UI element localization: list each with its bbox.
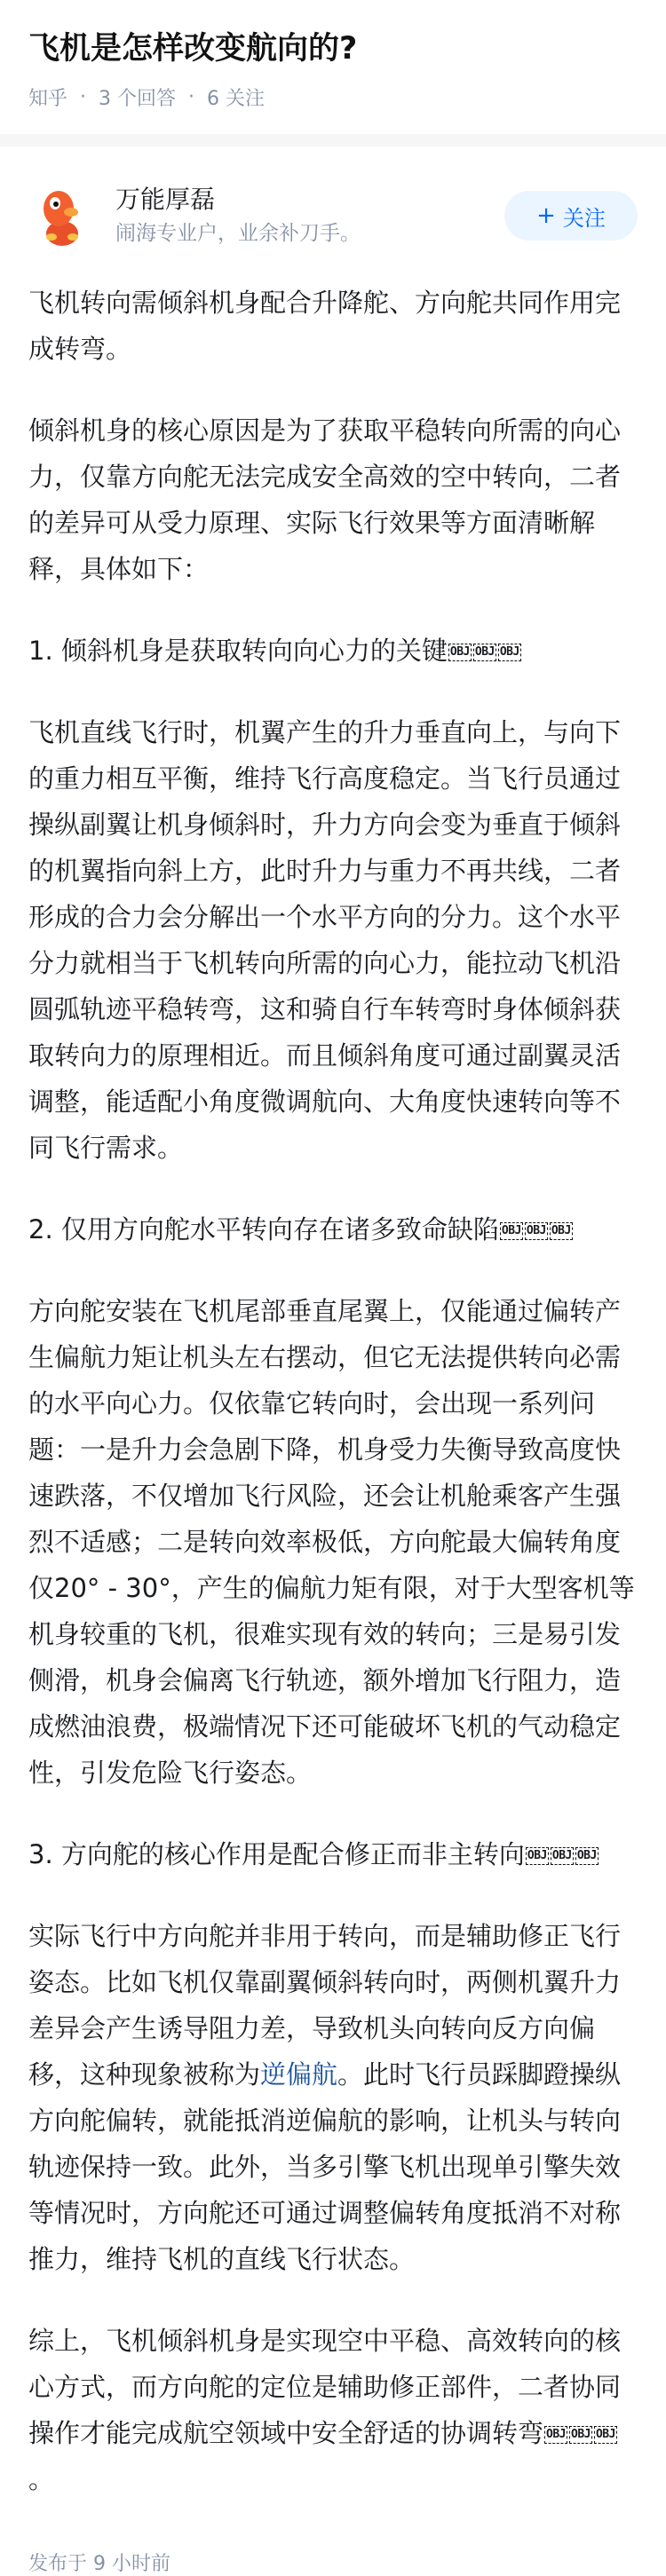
plus-icon: + bbox=[536, 202, 556, 229]
meta-separator: · bbox=[80, 86, 87, 108]
paragraph bbox=[28, 2318, 638, 2502]
question-title[interactable]: 飞机是怎样改变航向的? bbox=[28, 31, 358, 67]
section-heading bbox=[28, 1831, 638, 1877]
object-placeholder: OBJ bbox=[498, 644, 521, 661]
question-header bbox=[0, 0, 666, 111]
answer-content bbox=[0, 260, 666, 2502]
object-placeholder: OBJ bbox=[544, 2426, 567, 2444]
paragraph-text: 综上，飞机倾斜机身是实现空中平稳、高效转向的核心方式，而方向舵的定位是辅助修正部件，二者协同操作才能完成航空领域中安全舒适的协调转弯 bbox=[28, 2326, 622, 2448]
object-placeholder: OBJ bbox=[551, 1847, 574, 1865]
author-card bbox=[0, 146, 666, 260]
object-placeholder: OBJ bbox=[575, 1847, 599, 1865]
object-placeholder: OBJ bbox=[448, 644, 472, 661]
paragraph bbox=[28, 1913, 638, 2282]
question-meta bbox=[28, 83, 638, 111]
object-placeholder: OBJ bbox=[500, 1222, 523, 1240]
section-heading bbox=[28, 1206, 638, 1252]
section-divider bbox=[0, 134, 666, 146]
object-placeholder: OBJ bbox=[550, 1222, 573, 1240]
publish-time: 发布于 9 小时前 bbox=[28, 2553, 170, 2575]
object-placeholder: OBJ bbox=[569, 2426, 592, 2444]
follow-label: 关注 bbox=[562, 205, 606, 231]
paragraph: 方向舵安装在飞机尾部垂直尾翼上，仅能通过偏转产生偏航力矩让机头左右摆动，但它无法提供转向必需的水平向心力。仅依靠它转向时，会出现一系列问题：一是升力会急剧下降，机身受力失衡导致高度快速跌落，不仅增加飞行风险，还会让机舱乘客产生强烈不适感；二是转向效率极低，方向舵最大偏转角度仅20° - 30°，产生的偏航力矩有限，对于大型客机等机身较重的飞机，很难实现有效的转向；三是易引发侧滑，机身会偏离飞行轨迹，额外增加飞行阻力，造成燃油浪费，极端情况下还可能破坏飞机的气动稳定性，引发危险飞行姿态。 bbox=[28, 1296, 635, 1788]
author-bio: 闹海专业户，业余补刀手。 bbox=[115, 222, 361, 245]
paragraph: 飞机转向需倾斜机身配合升降舵、方向舵共同作用完成转弯。 bbox=[28, 288, 622, 364]
paragraph: 倾斜机身的核心原因是为了获取平稳转向所需的向心力，仅靠方向舵无法完成安全高效的空中转向，二者的差异可从受力原理、实际飞行效果等方面清晰解释，具体如下： bbox=[28, 415, 622, 584]
author-name[interactable]: 万能厚磊 bbox=[115, 185, 216, 214]
source-label[interactable]: 知乎 bbox=[28, 88, 68, 110]
answer-count[interactable]: 3 个回答 bbox=[99, 88, 177, 110]
meta-separator: · bbox=[188, 86, 195, 108]
heading-text: 2. 仅用方向舵水平转向存在诸多致命缺陷 bbox=[28, 1214, 499, 1245]
paragraph-text: 实际飞行中方向舵并非用于转向，而是辅助修正飞行姿态。比如飞机仅靠副翼倾斜转向时，两侧机翼升力差异会产生诱导阻力差，导致机头向转向反方向偏移，这种现象被称为 bbox=[28, 1921, 622, 2090]
follower-count[interactable]: 6 关注 bbox=[207, 88, 266, 110]
paragraph: 飞机直线飞行时，机翼产生的升力垂直向上，与向下的重力相互平衡，维持飞行高度稳定。当飞行员通过操纵副翼让机身倾斜时，升力方向会变为垂直于倾斜的机翼指向斜上方，此时升力与重力不再共线，二者形成的合力会分解出一个水平方向的分力。这个水平分力就相当于飞机转向所需的向心力，能拉动飞机沿圆弧轨迹平稳转弯，这和骑自行车转弯时身体倾斜获取转向力的原理相近。而且倾斜角度可通过副翼灵活调整，能适配小角度微调航向、大角度快速转向等不同飞行需求。 bbox=[28, 717, 622, 1163]
follow-button[interactable] bbox=[504, 191, 638, 241]
term-link[interactable]: 逆偏航 bbox=[260, 2059, 338, 2090]
heading-text: 3. 方向舵的核心作用是配合修正而非主转向 bbox=[28, 1839, 525, 1869]
paragraph-end: 。 bbox=[28, 2464, 55, 2494]
object-placeholder: OBJ bbox=[526, 1847, 549, 1865]
avatar[interactable] bbox=[28, 182, 96, 249]
section-heading bbox=[28, 628, 638, 674]
paragraph-text: 。此时飞行员踩脚蹬操纵方向舵偏转，就能抵消逆偏航的影响，让机头与转向轨迹保持一致。此外，当多引擎飞机出现单引擎失效等情况时，方向舵还可通过调整偏转角度抵消不对称推力，维持飞机的直线飞行状态。 bbox=[28, 2059, 622, 2274]
object-placeholder: OBJ bbox=[594, 2426, 617, 2444]
object-placeholder: OBJ bbox=[525, 1222, 548, 1240]
object-placeholder: OBJ bbox=[473, 644, 496, 661]
heading-text: 1. 倾斜机身是获取转向向心力的关键 bbox=[28, 636, 448, 666]
author-info bbox=[115, 183, 504, 249]
